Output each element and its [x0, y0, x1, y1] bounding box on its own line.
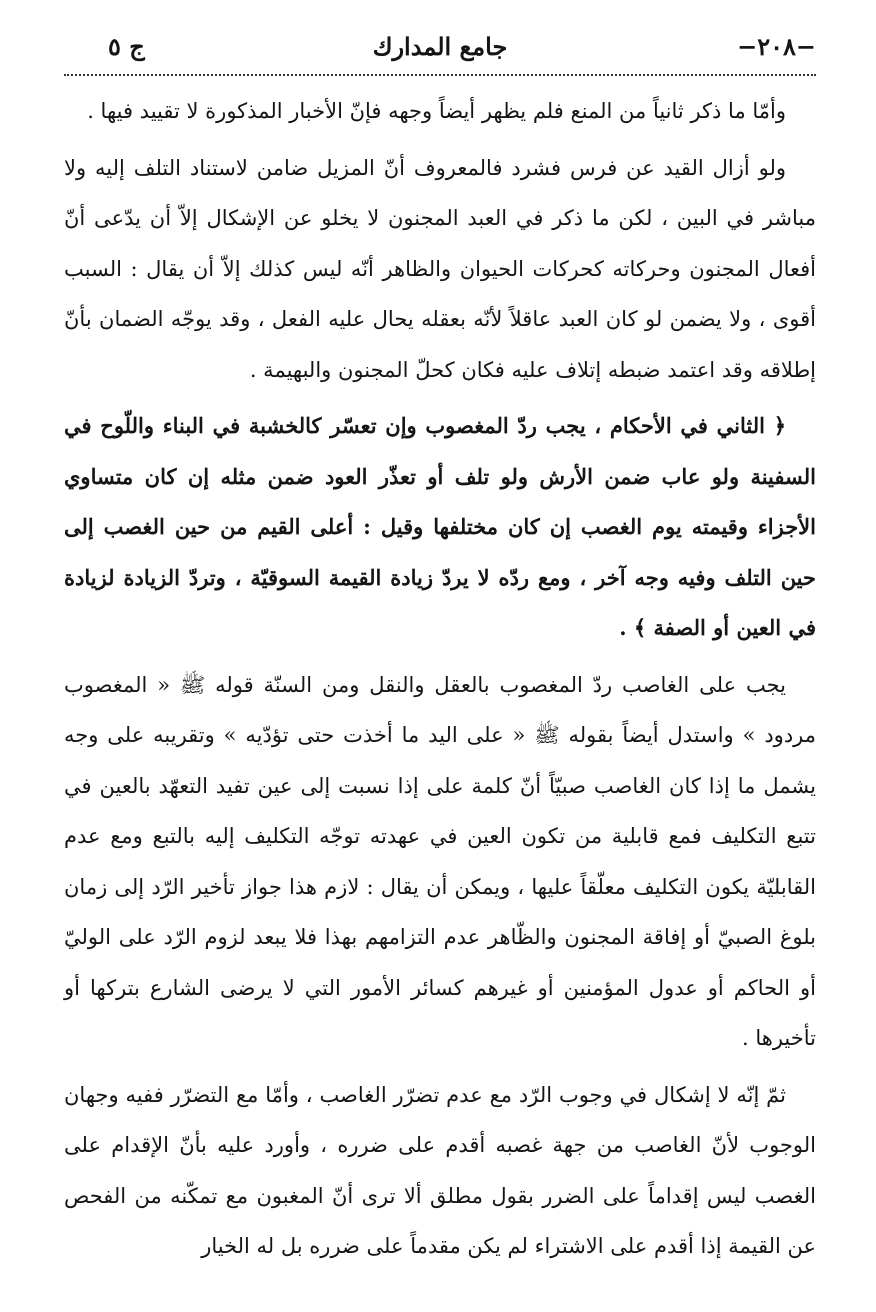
- running-header: [64, 30, 816, 72]
- book-title: جامع المدارك: [372, 32, 508, 61]
- paragraph-text: ولو أزال القيد عن فرس فشرد فالمعروف أنّ المزيل ضامن لاستناد التلف إليه ولا مباشر في البين ، لكن ما ذكر في العبد المجنون لا يخلو عن الإشكال إلاّ أن يدّعى أنّ أفعال المجنون وحركاته كحركات الحيوان والظاهر أنّه ليس كذلك إلاّ أن يقال : السبب أقوى ، ولا يضمن لو كان العبد عاقلاً لأنّه بعقله يحال عليه الفعل ، وقد يوجّه الضمان بأنّ إطلاقه وقد اعتمد ضبطه إتلاف عليه فكان كحلّ المجنون والبهيمة .: [64, 155, 816, 382]
- volume-number: ج ٥: [108, 32, 145, 61]
- commentary-paragraph-3: [64, 660, 816, 1064]
- page-body: [64, 86, 816, 1272]
- matn-paragraph: [64, 401, 816, 654]
- paragraph-text: الثاني في الأحكام ، يجب ردّ المغصوب وإن تعسّر كالخشبة في البناء واللّوح في السفينة ولو عاب ضمن الأرش ولو تلف أو تعذّر العود ضمن مثله إن كان متساوي الأجزاء وقيمته يوم الغصب إن كان مختلفها وقيل : أعلى القيم من حين الغصب إلى حين التلف وفيه وجه آخر ، ومع ردّه لا يردّ زيادة القيمة السوقيّة ، وتردّ الزيادة لزيادة في العين أو الصفة: [64, 413, 816, 640]
- commentary-paragraph-1: [64, 86, 816, 137]
- paragraph-text: ثمّ إنّه لا إشكال في وجوب الرّد مع عدم تضرّر الغاصب ، وأمّا مع التضرّر ففيه وجهان الوجوب لأنّ الغاصب من جهة غصبه أقدم على ضرره ، وأورد عليه بأنّ الإقدام على الغصب ليس إقداماً على الضرر بقول مطلق ألا ترى أنّ المغبون مع تمكّنه من الفحص عن القيمة إذا أقدم على الاشتراء لم يكن مقدماً على ضرره بل له الخيار: [64, 1082, 816, 1258]
- header-divider: [64, 74, 816, 76]
- paragraph-text: وأمّا ما ذكر ثانياً من المنع فلم يظهر أيضاً وجهه فإنّ الأخبار المذكورة لا تقييد فيها .: [87, 99, 786, 123]
- document-page: [64, 30, 816, 1272]
- commentary-paragraph-2: [64, 143, 816, 396]
- paragraph-text: يجب على الغاصب ردّ المغصوب بالعقل والنقل ومن السنّة قوله ﷺ « المغصوب مردود » واستدل أيضاً بقوله ﷺ « على اليد ما أخذت حتى تؤدّيه » وتقريبه على وجه يشمل ما إذا كان الغاصب صبيّاً أنّ كلمة على إذا نسبت إلى عين تفيد التعهّد بالعين في تتبع التكليف فمع قابلية من تكون العين في عهدته توجّه التكليف إليه بالتبع ومع عدم القابليّة يكون التكليف معلّقاً عليها ، ويمكن أن يقال : لازم هذا جواز تأخير الرّد إلى زمان بلوغ الصبيّ أو إفاقة المجنون والظّاهر عدم التزامهم بهذا فلا يبعد لزوم الرّد على الوليّ أو الحاكم أو عدول المؤمنين أو غيرهم كسائر الأمور التي لا يرضى الشارع بتركها أو تأخيرها .: [64, 672, 816, 1050]
- page-number: −٢٠٨−: [737, 32, 816, 61]
- ornate-bracket-open: ﴿: [773, 413, 786, 438]
- ornate-bracket-close: ﴾ .: [619, 615, 647, 640]
- commentary-paragraph-4: [64, 1070, 816, 1272]
